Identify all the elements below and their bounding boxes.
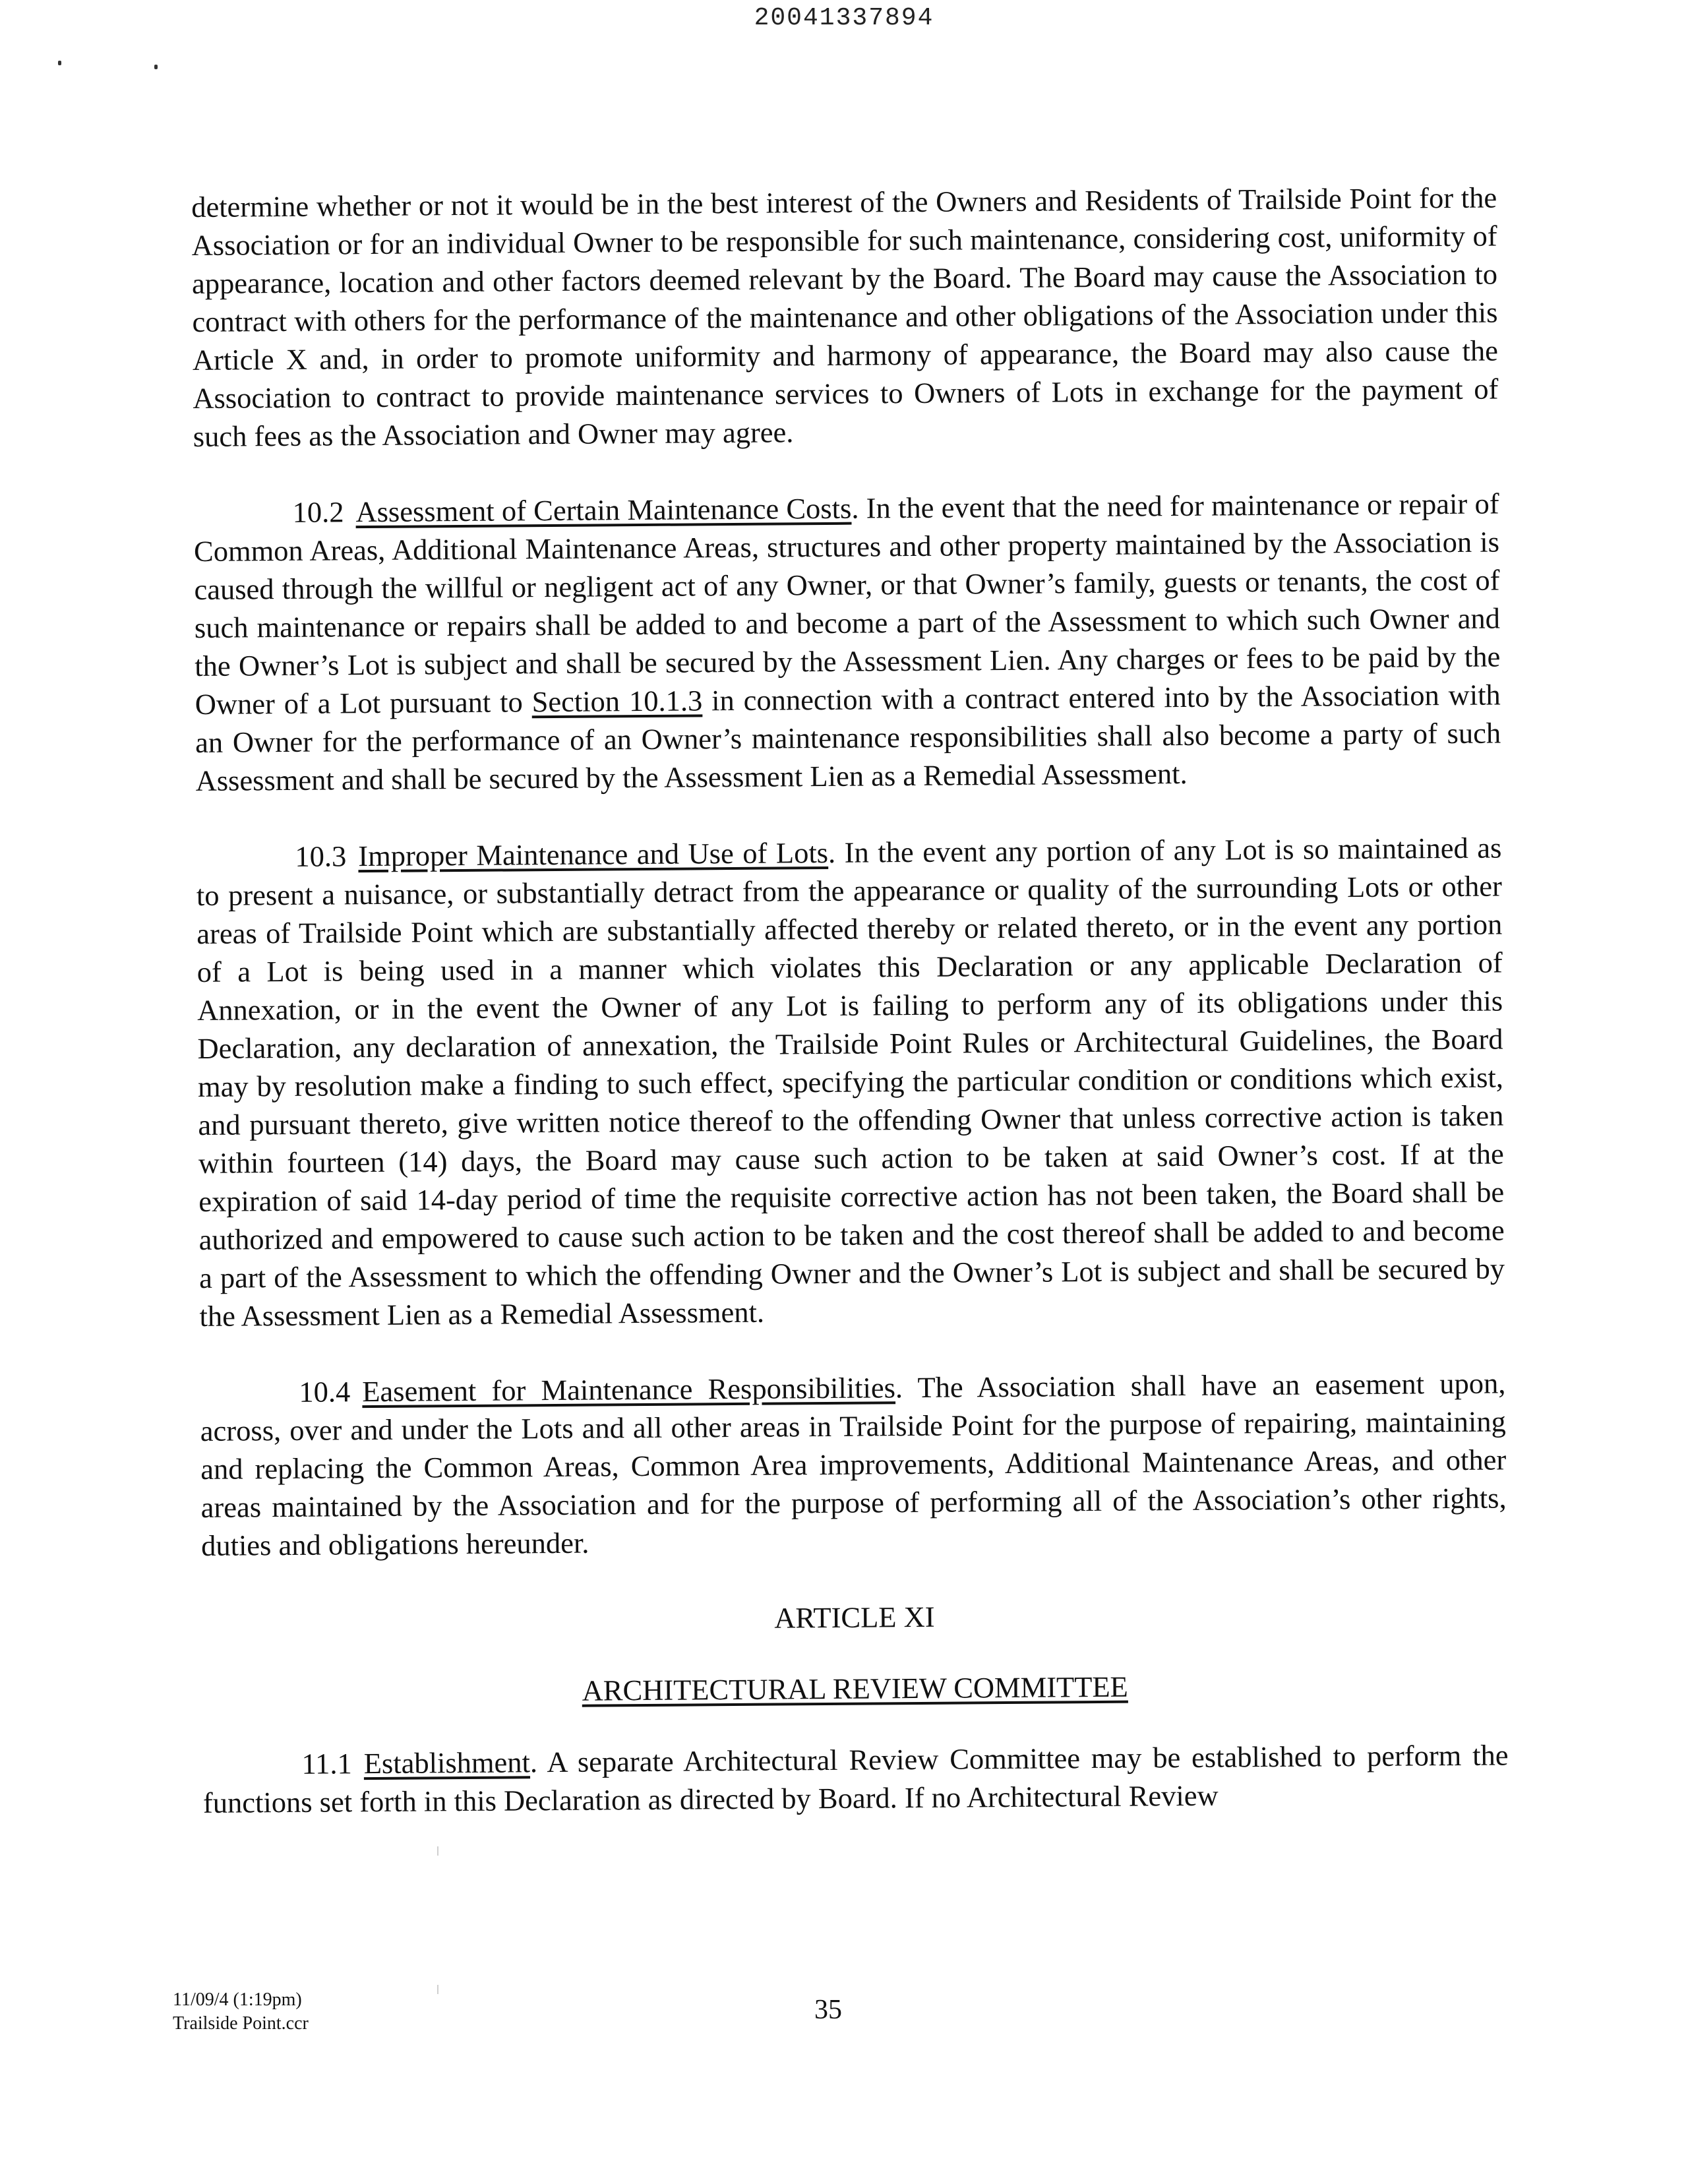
footer-file-name: Trailside Point.ccr (173, 2013, 309, 2034)
section-body: in connection with a contract entered into by the Association with an Owner for the performance of an Owner’s maintenance responsibilities shall also become a party of such Assessment and shall be secured by the Assessment Lien as a Remedial Assessment. (195, 678, 1501, 797)
footer-date-stamp: 11/09/4 (1:19pm) (173, 1989, 302, 2010)
section-number: 10.2 (292, 495, 344, 529)
document-number: 20041337894 (754, 4, 934, 32)
article-title: ARCHITECTURAL REVIEW COMMITTEE (582, 1670, 1128, 1707)
section-10-2 (193, 484, 1501, 800)
scan-speck (58, 61, 61, 65)
section-body: . In the event any portion of any Lot is so maintained as to present a nuisance, or substantially detract from the appearance or quality of the surrounding Lots or other areas of Trailside Point which are substantially affected thereby or related thereto, or in the event any portion of a Lot is being used in a manner which violates this Declaration or any applicable Declaration of Annexation, or in the event the Owner of any Lot is failing to perform any of its obligations under this Declaration, any declaration of annexation, the Trailside Point Rules or Architectural Guidelines, the Board may by resolution make a finding to such effect, specifying the particular condition or conditions which exist, and pursuant thereto, give written notice thereof to the offending Owner that unless corrective action is taken within fourteen (14) days, the Board may cause such action to be taken at said Owner’s cost. If at the expiration of said 14-day period of time the requisite corrective action has not been taken, the Board shall be authorized and empowered to cause such action to be taken and the cost thereof shall be added to and become a part of the Assessment to which the offending Owner and the Owner’s Lot is subject and shall be secured by the Assessment Lien as a Remedial Assessment. (196, 831, 1505, 1333)
section-title: Establishment (363, 1745, 531, 1780)
scan-mark (437, 1985, 438, 1994)
page-number: 35 (814, 1995, 842, 2025)
section-body: . The Association shall have an easement upon, across, over and under the Lots and all other areas in Trailside Point for the purpose of repairing, maintaining and replacing the Common Areas, Common Area improvements, Additional Maintenance Areas, and other areas maintained by the Association and for the purpose of performing all of the Association’s other rights, duties and obligations hereunder. (200, 1366, 1507, 1562)
section-10-4 (200, 1364, 1507, 1565)
section-reference: Section 10.1.3 (531, 684, 703, 719)
section-number: 10.4 (299, 1375, 351, 1409)
section-10-3 (196, 828, 1505, 1335)
continuation-paragraph: determine whether or not it would be in the best interest of the Owners and Residents of Trailside Point for the Association or for an individual Owner to be responsible for such maintenance, considering cost, uniformity of appearance, location and other factors deemed relevant by the Board. The Board may cause the Association to contract with others for the performance of the maintenance and other obligations of the Association under this Article X and, in order to promote uniformity and harmony of appearance, the Board may also cause the Association to contract to provide maintenance services to Owners of Lots in exchange for the payment of such fees as the Association and Owner may agree. (191, 181, 1499, 453)
scan-mark (437, 1846, 438, 1856)
section-body: . In the event that the need for maintenance or repair of Common Areas, Additional Maintenance Areas, structures and other property maintained by the Association is caused through the willful or negligent act of any Owner, or that Owner’s family, guests or tenants, the cost of such maintenance or repairs shall be added to and become a part of the Assessment to which such Owner and the Owner’s Lot is subject and shall be secured by the Assessment Lien. Any charges or fees to be paid by the Owner of a Lot pursuant to (193, 487, 1501, 721)
section-number: 11.1 (301, 1747, 352, 1780)
section-body: . A separate Architectural Review Committee may be established to perform the functions set forth in this Declaration as directed by Board. If no Architectural Review (202, 1738, 1509, 1819)
scan-speck (154, 65, 158, 69)
section-title: Assessment of Certain Maintenance Costs (355, 491, 852, 529)
section-title: Easement for Maintenance Responsibilities (362, 1371, 896, 1409)
page-body (191, 178, 1509, 1860)
section-11-1 (202, 1736, 1509, 1822)
article-heading: ARTICLE XI (774, 1600, 935, 1635)
page-number-wrap (0, 1994, 1688, 2026)
section-title: Improper Maintenance and Use of Lots (358, 835, 829, 873)
section-number: 10.3 (295, 839, 347, 873)
